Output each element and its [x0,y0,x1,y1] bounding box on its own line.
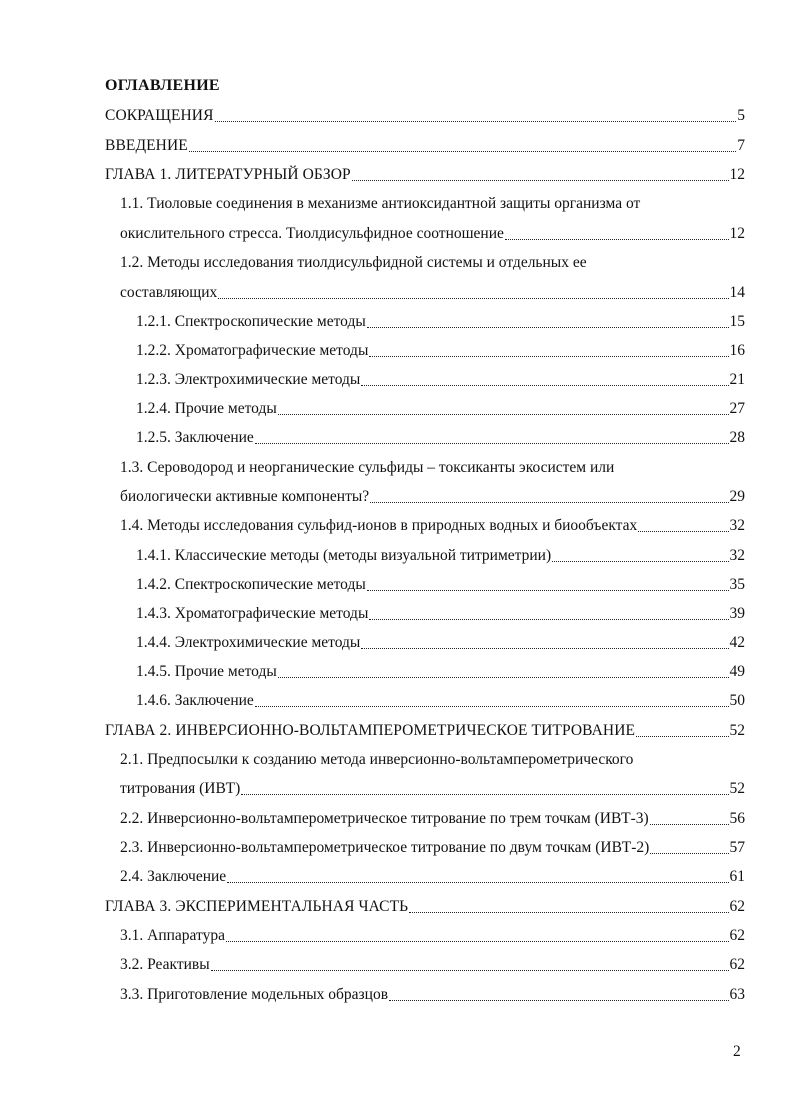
toc-entry-text: 1.4. Методы исследования сульфид-ионов в природных водных и биообъектах [120,517,638,534]
toc-entry-text: 3.1. Аппаратура [120,927,225,944]
toc-entry-text: 1.2.1. Спектроскопические методы [136,313,366,330]
toc-leader-dots [367,590,729,591]
toc-entry-1-3-line1: 1.3. Сероводород и неорганические сульфиды – токсиканты экосистем или [120,459,615,476]
toc-entry-chapter-3[interactable] [105,897,745,917]
toc-entry-page: 62 [729,927,745,944]
toc-entry-1-4-6[interactable] [136,691,745,711]
toc-entry-1-4-3[interactable] [136,604,745,624]
toc-leader-dots [369,356,728,357]
toc-entry-3-3[interactable] [120,985,745,1005]
toc-leader-dots [638,531,728,532]
toc-entry-3-2[interactable] [120,955,745,975]
toc-entry-1-4-5[interactable] [136,662,745,682]
toc-entry-text: ГЛАВА 2. ИНВЕРСИОННО-ВОЛЬТАМПЕРОМЕТРИЧЕСКОЕ ТИТРОВАНИЕ [105,722,636,739]
toc-entry-page: 35 [729,576,745,593]
toc-entry-chapter-2[interactable] [105,721,745,741]
toc-entry-page: 42 [729,634,745,651]
toc-entry-page: 32 [729,547,745,564]
toc-entry-1-2-1[interactable] [136,312,745,332]
toc-leader-dots [367,327,729,328]
toc-entry-page: 50 [729,692,745,709]
toc-entry-1-2[interactable] [120,283,745,303]
toc-entry-1-4-2[interactable] [136,575,745,595]
toc-entry-text: 1.4.4. Электрохимические методы [136,634,361,651]
toc-entry-2-4[interactable] [120,867,745,887]
toc-leader-dots [241,794,728,795]
toc-leader-dots [650,824,729,825]
toc-leader-dots [361,385,728,386]
toc-entry-1-2-5[interactable] [136,428,745,448]
toc-leader-dots [211,970,729,971]
page-number: 2 [733,1043,741,1060]
toc-entry-page: 56 [729,810,745,827]
toc-entry-text: 2.3. Инверсионно-вольтамперометрическое титрование по двум точкам (ИВТ-2) [120,839,650,856]
toc-entry-text: ГЛАВА 3. ЭКСПЕРИМЕНТАЛЬНАЯ ЧАСТЬ [105,898,409,915]
toc-entry-1-4-1[interactable] [136,546,745,566]
toc-leader-dots [389,1000,728,1001]
toc-entry-page: 15 [729,313,745,330]
toc-entry-text: 1.2.3. Электрохимические методы [136,371,361,388]
toc-entry-text: 1.4.2. Спектроскопические методы [136,576,366,593]
toc-leader-dots [552,561,728,562]
toc-entry-page: 52 [729,722,745,739]
toc-entry-text: титрования (ИВТ) [120,780,241,797]
toc-entry-1-4[interactable] [120,516,745,536]
toc-entry-page: 39 [729,605,745,622]
toc-entry-text: составляющих [120,284,218,301]
toc-entry-2-1-line1: 2.1. Предпосылки к созданию метода инверсионно-вольтамперометрического [120,751,634,768]
toc-entry-text: 3.3. Приготовление модельных образцов [120,986,389,1003]
toc-entry-page: 29 [729,488,745,505]
toc-entry-1-2-line1: 1.2. Методы исследования тиолдисульфидной системы и отдельных ее [120,254,587,271]
toc-entry-abbreviations[interactable] [105,106,745,126]
toc-entry-2-3[interactable] [120,838,745,858]
toc-entry-3-1[interactable] [120,926,745,946]
toc-entry-1-3[interactable] [120,487,745,507]
toc-entry-text: 1.2.2. Хроматографические методы [136,342,369,359]
toc-entry-text: 2.2. Инверсионно-вольтамперометрическое титрование по трем точкам (ИВТ-3) [120,810,649,827]
toc-leader-dots [636,736,728,737]
toc-entry-text: 1.4.1. Классические методы (методы визуальной титриметрии) [136,547,552,564]
toc-entry-1-4-4[interactable] [136,633,745,653]
toc-entry-page: 27 [729,400,745,417]
toc-leader-dots [278,414,729,415]
toc-entry-text: 1.2.4. Прочие методы [136,400,277,417]
toc-entry-page: 49 [729,663,745,680]
toc-entry-page: 62 [729,898,745,915]
toc-leader-dots [369,619,728,620]
toc-leader-dots [226,941,729,942]
toc-entry-page: 63 [729,986,745,1003]
toc-entry-2-2[interactable] [120,809,745,829]
toc-entry-text: 1.4.6. Заключение [136,692,254,709]
toc-entry-text: 3.2. Реактивы [120,956,210,973]
toc-leader-dots [278,677,729,678]
toc-leader-dots [189,151,736,152]
toc-entry-page: 7 [737,137,745,154]
toc-entry-page: 62 [729,956,745,973]
toc-entry-page: 12 [729,166,745,183]
toc-leader-dots [650,853,728,854]
toc-leader-dots [218,298,728,299]
toc-entry-page: 61 [729,868,745,885]
toc-entry-page: 28 [729,429,745,446]
toc-entry-page: 21 [729,371,745,388]
toc-entry-text: 1.2.5. Заключение [136,429,254,446]
toc-entry-page: 57 [729,839,745,856]
toc-entry-page: 5 [737,107,745,124]
toc-entry-text: ГЛАВА 1. ЛИТЕРАТУРНЫЙ ОБЗОР [105,166,351,183]
toc-title: ОГЛАВЛЕНИЕ [105,77,220,94]
toc-entry-1-2-3[interactable] [136,370,745,390]
toc-entry-1-1[interactable] [120,224,745,244]
toc-leader-dots [227,882,728,883]
toc-leader-dots [361,648,728,649]
toc-entry-page: 14 [729,284,745,301]
toc-entry-1-1-line1: 1.1. Тиоловые соединения в механизме антиоксидантной защиты организма от [120,195,641,212]
toc-leader-dots [505,239,729,240]
toc-entry-introduction[interactable] [105,136,745,156]
toc-leader-dots [255,443,729,444]
toc-entry-text: 1.4.5. Прочие методы [136,663,277,680]
toc-entry-text: окислительного стресса. Тиолдисульфидное соотношение [120,225,504,242]
toc-entry-page: 52 [729,780,745,797]
toc-entry-page: 12 [729,225,745,242]
toc-entry-text: ВВЕДЕНИЕ [105,137,188,154]
toc-leader-dots [409,912,728,913]
toc-entry-page: 16 [729,342,745,359]
toc-leader-dots [215,121,737,122]
toc-entry-1-2-4[interactable] [136,399,745,419]
toc-entry-page: 32 [729,517,745,534]
toc-entry-text: биологически активные компоненты? [120,488,370,505]
toc-entry-1-2-2[interactable] [136,341,745,361]
toc-leader-dots [352,180,729,181]
toc-entry-chapter-1[interactable] [105,165,745,185]
toc-entry-2-1[interactable] [120,779,745,799]
toc-leader-dots [255,706,729,707]
toc-entry-text: 2.4. Заключение [120,868,227,885]
toc-leader-dots [370,502,728,503]
toc-entry-text: 1.4.3. Хроматографические методы [136,605,369,622]
toc-entry-text: СОКРАЩЕНИЯ [105,107,214,124]
